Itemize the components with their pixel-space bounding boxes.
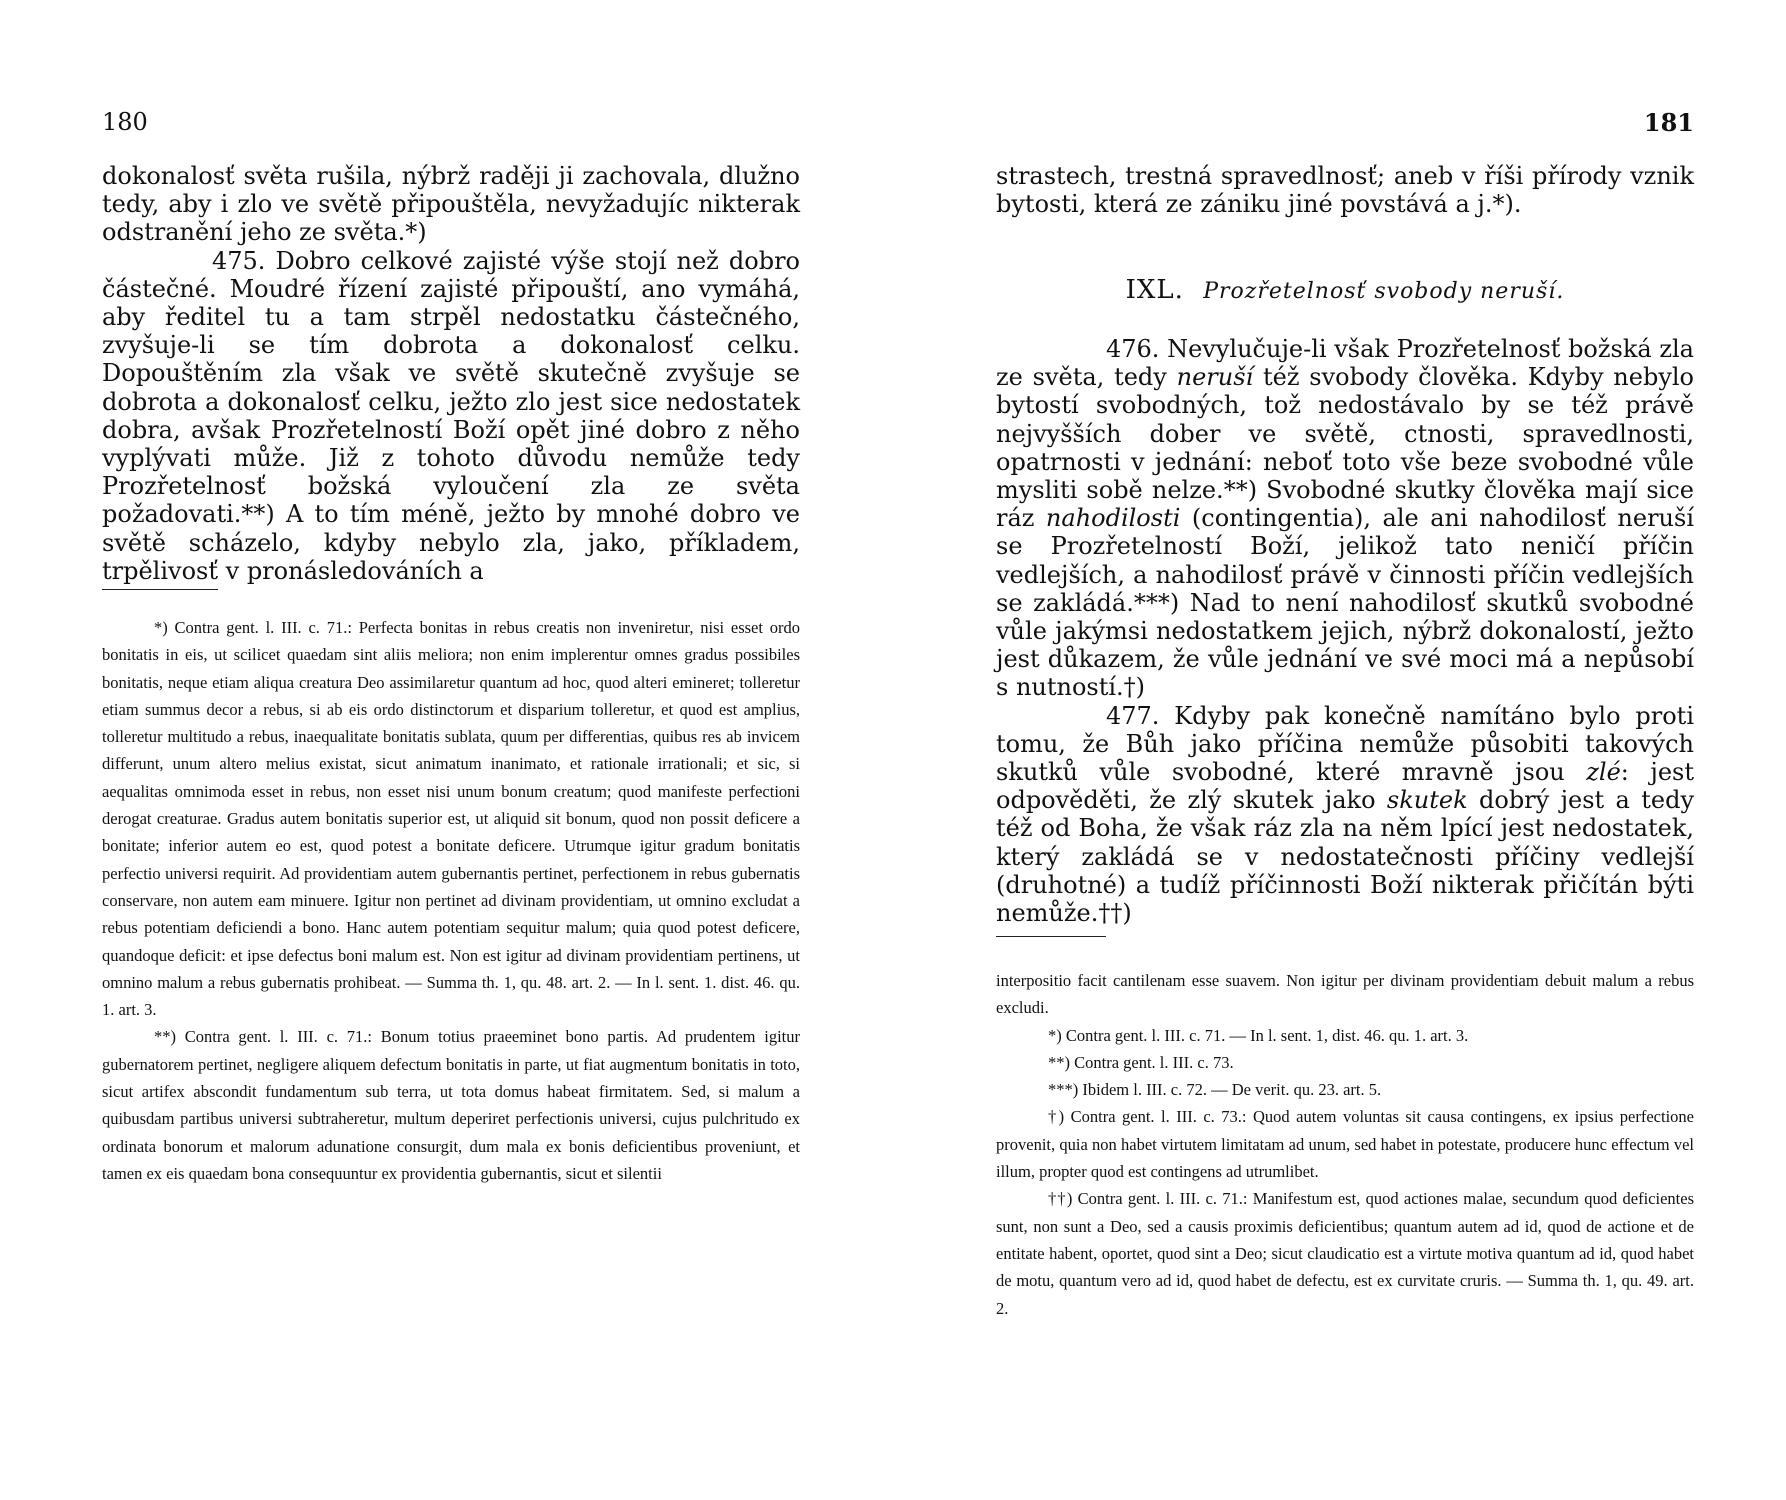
chapter-numeral: IXL. <box>1125 275 1184 305</box>
continuation-paragraph: strastech, trestná spravedlnosť; aneb v říši přírody vznik bytosti, která ze zániku jiné povstává a j.*). <box>996 162 1694 219</box>
paragraph-477 <box>996 702 1694 928</box>
body-text-main <box>996 335 1694 927</box>
footnote: ††) Contra gent. l. III. c. 71.: Manifestum est, quod actiones malae, secundum quod deficientes sunt, non sunt a Deo, sed a causis proximis deficientibus; quantum autem ad id, quod de actione et de entitate habent, oportet, quod sint a Deo; sicut claudicatio est a virtute motiva quantum ad id, quod habet de motu, quantum vero ad id, quod habet de defectu, est ex curvitate cruris. — Summa th. 1, qu. 49. art. 2. <box>996 1189 1694 1318</box>
chapter-title: Prozřetelnosť svobody neruší. <box>1203 279 1565 304</box>
footnote: †) Contra gent. l. III. c. 73.: Quod autem voluntas sit causa contingens, ex ipsius perfectione provenit, quia non habet virtutem limitatam ad unum, sed habet in potestate, producere hunc effectum vel illum, propter quod est contingens ad utrumlibet. <box>996 1107 1694 1182</box>
text-run: : jest odpověděti, že zlý skutek jako <box>996 758 1694 815</box>
footnote: *) Contra gent. l. III. c. 71.: Perfecta bonitas in rebus creatis non inveniretur, nisi esset ordo bonitatis in eis, ut scilicet quaedam sint aliis meliora; non enim implerentur omnes gradus possibiles bonitatis, neque etiam aliqua creatura Deo assimilaretur quantum ad hoc, quod alteri emineret; tolleretur etiam summus decor a rebus, si ab eis ordo distinctorum et disparium tolleretur, et quod est amplius, tolleretur multitudo a rebus, inaequalitate bonitatis sublata, quum per differentias, quibus res ab invicem differunt, unum altero melius existat, sicut animatum inanimato, et rationale irrationali; et sic, si aequalitas omnimoda esset in rebus, non esset nisi unum bonum creatum; quod manifeste perfectioni derogat creaturae. Gradus autem bonitatis superior est, ut aliquid sit bonum, quod non possit deficere a bonitate; inferior autem eo est, quod potest a bonitate deficere. Utrumque igitur gradum bonitatis perfectio universi requirit. Ad providentiam autem gubernantis pertinet, perfectionem in rebus gubernatis conservare, non autem eam minuere. Igitur non pertinet ad divinam providentiam, ut omnino excludat a rebus potentiam deficiendi a bono. Hanc autem potentiam sequitur malum; quia quod potest deficere, quandoque deficit: et ipse defectus boni malum est. Non est igitur ad divinam providentiam pertinens, ut omnino malum a rebus gubernatis prohibeat. — Summa th. 1, qu. 48. art. 2. — In l. sent. 1. dist. 46. qu. 1. art. 3. <box>102 618 800 1020</box>
paragraph-475: 475. Dobro celkové zajisté výše stojí než dobro částečné. Moudré řízení zajisté připouští, ano vymáhá, aby ředitel tu a tam strpěl nedostatku částečného, zvyšuje-li se tím dobrota a dokonalosť celku. Dopouštěním zla však ve světě skutečně zvyšuje se dobrota a dokonalosť celku, ježto zlo jest sice nedostatek dobra, avšak Prozřetelností Boží opět jiné dobro z něho vyplývati může. Již z tohoto důvodu nemůže tedy Prozřetelnosť božská vyloučení zla ze světa požadovati.**) A to tím méně, ježto by mnohé dobro ve světě scházelo, kdyby nebylo zla, jako, příkladem, trpělivosť v pronásledováních a <box>102 246 800 585</box>
footnote: ***) Ibidem l. III. c. 72. — De verit. qu. 23. art. 5. <box>1048 1080 1382 1100</box>
paragraph-476 <box>996 335 1694 702</box>
page-number: 180 <box>102 108 148 136</box>
text-run: 476. Nevylučuje-li však Prozřetelnosť božská zla ze světa, tedy <box>996 335 1694 392</box>
page-number: 181 <box>1643 108 1694 137</box>
footnote-continuation: interpositio facit cantilenam esse suavem. Non igitur per divinam providentiam debuit malum a rebus excludi. <box>996 971 1694 1018</box>
emphasis: skutek <box>1386 786 1468 815</box>
emphasis: zlé <box>1586 758 1621 787</box>
body-text <box>996 162 1694 218</box>
footnote: *) Contra gent. l. III. c. 71. — In l. sent. 1, dist. 46. qu. 1. art. 3. <box>1048 1025 1469 1045</box>
paragraph: dokonalosť světa rušila, nýbrž raději ji zachovala, dlužno tedy, aby i zlo ve světě připouštěla, nevyžadujíc nikterak odstranění jeho ze světa.*) <box>102 162 800 247</box>
footnote-rule <box>996 936 1106 937</box>
emphasis: nahodilosti <box>1045 504 1181 533</box>
text-run: (contingentia), ale ani nahodilosť neruší se Prozřetelností Boží, jelikož tato neničí příčin vedlejších, a nahodilosť právě v činnosti příčin vedlejších se zakládá.***) Nad to není nahodilosť skutků svobodné vůle jakýmsi nedostatkem jejich, nýbrž dokonalostí, ježto jest důkazem, že vůle jednání ve své moci má a nepůsobí s nutností.†) <box>996 504 1694 702</box>
chapter-heading <box>996 275 1694 305</box>
text-run: 477. Kdyby pak konečně namítáno bylo proti tomu, že Bůh jako příčina nemůže působiti takových skutků vůle svobodné, které mravně jsou <box>996 701 1694 787</box>
footnote: **) Contra gent. l. III. c. 71.: Bonum totius praeeminet bono partis. Ad prudentem igitur gubernatorem pertinet, negligere aliquem defectum bonitatis in parte, ut fiat augmentum bonitatis in toto, sicut artifex abscondit fundamentum sub terra, ut tota domus habeat firmitatem. Sed, si malum a quibusdam partibus universi subtraheretur, multum deperiret perfectionis universi, cujus pulchritudo ex ordinata bonorum et malorum adunatione consurgit, dum mala ex bonis deficientibus proveniunt, et tamen ex eis quaedam bona consequuntur ex providentia gubernantis, sicut et silentii <box>102 1027 800 1183</box>
body-text <box>102 162 800 585</box>
footnote-rule <box>102 589 218 590</box>
footnotes <box>102 614 800 1187</box>
footnote: **) Contra gent. l. III. c. 73. <box>1048 1052 1234 1072</box>
footnotes <box>996 967 1694 1322</box>
text-run: dobrý jest a tedy též od Boha, že však ráz zla na něm lpící jest nedostatek, který zakládá se v nedostatečnosti příčiny vedlejší (druhotné) a tudíž příčinnosti Boží nikterak přičítán býti nemůže.††) <box>996 786 1694 928</box>
emphasis: neruší <box>1176 363 1254 392</box>
text-run: též svobody člověka. Kdyby nebylo bytostí svobodných, tož nedostávalo by se též právě nejvyšších dober ve světě, ctnosti, spravedlnosti, opatrnosti v jednání: neboť toto vše beze svobodné vůle mysliti sobě nelze.**) Svobodné skutky člověka mají sice ráz <box>996 363 1694 533</box>
